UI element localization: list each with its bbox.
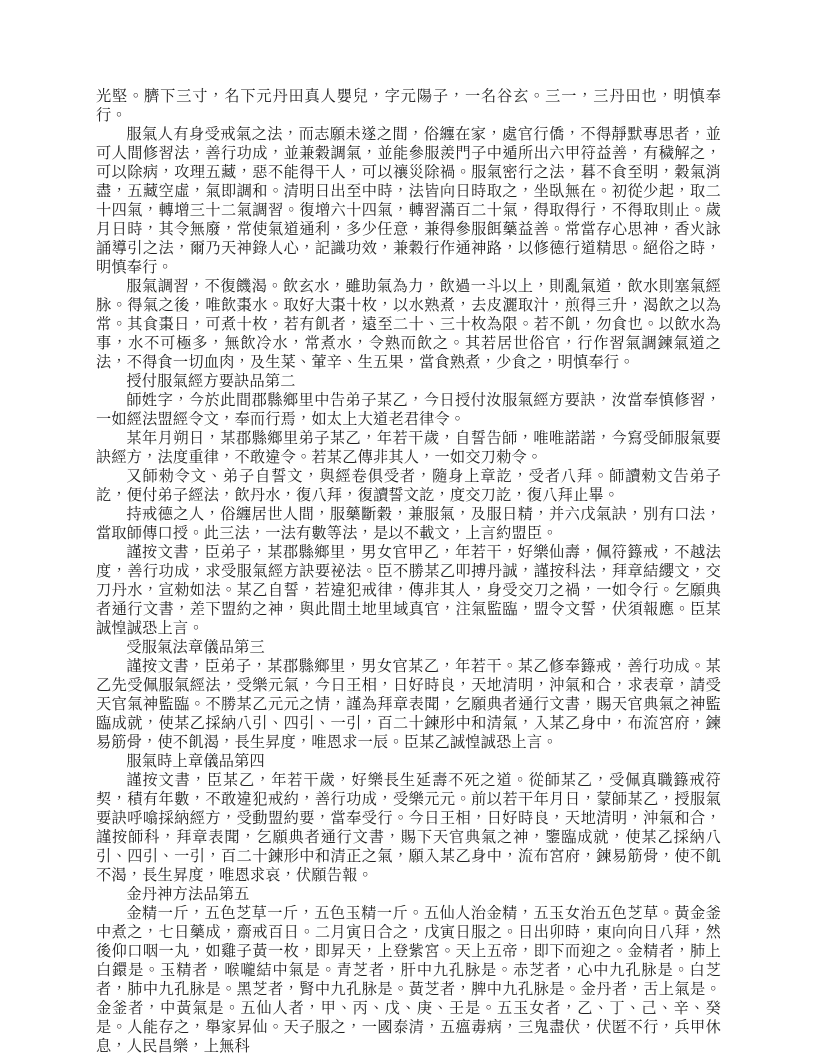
paragraph: 師姓字，今於此間郡縣鄉里中告弟子某乙，今日授付汝服氣經方要訣，汝當奉慎修習，一如經法盟經令文，奉而行焉，如太上大道老君律令。 <box>96 392 721 428</box>
paragraph-continuation: 光堅。臍下三寸，名下元丹田真人嬰兒，字元陽子，一名谷玄。三一，三丹田也，明慎奉行。 <box>96 88 721 124</box>
paragraph: 謹按文書，臣弟子，某郡縣鄉里，男女官某乙，年若干。某乙修奉籙戒，善行功成。某乙先受佩服氣經法，受樂元氣，今日王相，日好時良，天地清明，沖氣和合，求表章，請受天官氣神監臨。不勝某乙元元之情，謹為拜章表聞，乞願典者通行文書，賜天官典氣之神監臨成就，使某乙採納八引、四引、一引，百二十鍊形中和清氣，入某乙身中，布流宮府，鍊易筋骨，使不飢渴，長生昇度，唯恩求一辰。臣某乙誠惶誠恐上言。 <box>96 658 721 751</box>
paragraph: 又師勑令文、弟子自誓文，與經卷俱受者，隨身上章訖，受者八拜。師讀勑文告弟子訖，便付弟子經法，飲丹水，復八拜，復讀誓文訖，度交刀訖，復八拜止畢。 <box>96 468 721 504</box>
paragraph: 服氣調習，不復饑渴。飲玄水，雖助氣為力，飲過一斗以上，則亂氣道，飲水則塞氣經脉。得氣之後，唯飲棗水。取好大棗十枚，以水熟煮，去皮灑取汁，煎得三升，渴飲之以為常。其食棗日，可煮十枚，若有飢者，遠至二十、三十枚為限。若不飢，勿食也。以飲水為事，水不可極多，無飲冷水，常煮水，令熟而飲之。其若居世俗官，行作習氣調鍊氣道之法，不得食一切血肉，及生菜、葷辛、生五果，當食熟煮，少食之，明慎奉行。 <box>96 278 721 371</box>
paragraph: 服氣人有身受戒氣之法，而志願未遂之間，俗纏在家，處官行僑，不得靜默專思者，並可人間修習法，善行功成，並兼穀調氣，並能參服羨門子中遁所出六甲符益善，有穢解之，可以除病，攻理五藏，惡不能得干人，可以禳災除禍。服氣密行之法，暮不食至明，穀氣消盡，五藏空虛，氣即調和。清明日出至中時，法皆向日時取之，坐臥無在。初從少起，取二十四氣，轉增三十二氣調習。復增六十四氣，轉習滿百二十氣，得取得行，不得取則止。歲月日時，其令無廢，常使氣道通利，多少任意，兼得參服餌藥益善。常當存心思神，香火詠誦導引之法，爾乃天神錄人心，記識功效，兼穀行作通神路，以修德行道精思。絕俗之時，明慎奉行。 <box>96 126 721 276</box>
section-heading-3: 受服氣法章儀品第三 <box>126 639 265 656</box>
text-body <box>96 87 721 1056</box>
paragraph: 謹按文書，臣某乙，年若干歲，好樂長生延壽不死之道。從師某乙，受佩真職籙戒符契，積有年數，不敢違犯戒約，善行功成，受樂元元。前以若干年月日，蒙師某乙，授服氣要訣呼噏採納經方，受動盟約要，當奉受行。今日王相，日好時良，天地清明，沖氣和合，謹按師科，拜章表聞，乞願典者通行文書，賜下天官典氣之神，鑒臨成就，使某乙採納八引、四引、一引，百二十鍊形中和清正之氣，願入某乙身中，流布宮府，鍊易筋骨，使不飢不渴，長生昇度，唯恩求哀，伏願告報。 <box>96 772 721 884</box>
section-heading-5: 金丹神方法品第五 <box>126 886 250 903</box>
paragraph: 持戒德之人，俗纏居世人間，服藥斷穀，兼服氣，及服日精，并六戊氣訣，別有口法，當取師傳口授。此三法，一法有數等法，是以不載文，上言約盟臣。 <box>96 506 721 542</box>
paragraph: 金精一斤，五色芝草一斤，五色玉精一斤。五仙人治金精，五玉女治五色芝草。黃金釜中煮之，七日藥成，齋戒百日。二月寅日合之，戊寅日服之。日出卯時，東向向日八拜，然後仰口咽一丸，如雞子黃一枚，即昇天，上登紫宮。天上五帝，即下而迎之。金精者，肺上白鐶是。玉精者，喉嚨結中氣是。青芝者，肝中九孔脉是。赤芝者，心中九孔脉是。白芝者，肺中九孔脉是。黑芝者，腎中九孔脉是。黃芝者，脾中九孔脉是。金丹者，舌上氣是。金釜者，中黃氣是。五仙人者，甲、丙、戊、庚、壬是。五玉女者，乙、丁、己、辛、癸是。人能存之，舉家昇仙。天子服之，一國泰清，五瘟毒病，三鬼盡伏，伏匿不行，兵甲休息，人民昌樂，上無科 <box>96 905 721 1055</box>
paragraph: 謹按文書，臣弟子，某郡縣鄉里，男女官甲乙，年若干，好樂仙壽，佩符籙戒，不越法度，善行功成，求受服氣經方訣要祕法。臣不勝某乙叩搏丹誠，謹按科法，拜章結纓文，交刀丹水，宣勑如法。某乙自誓，若違犯戒律，傳非其人，身受交刀之禍，一如令行。乞願典者通行文書，差下盟約之神，與此間土地里域真官，注氣監臨，盟令文誓，伏須報應。臣某誠惶誠恐上言。 <box>96 544 721 637</box>
paragraph: 某年月朔日，某郡縣鄉里弟子某乙，年若干歲，自誓告師，唯唯諾諾，今寫受師服氣要訣經方，法度重律，不敢違令。若某乙傳非其人，一如交刀勑令。 <box>96 430 721 466</box>
section-heading-4: 服氣時上章儀品第四 <box>126 753 265 770</box>
section-heading-2: 授付服氣經方要訣品第二 <box>126 373 296 390</box>
